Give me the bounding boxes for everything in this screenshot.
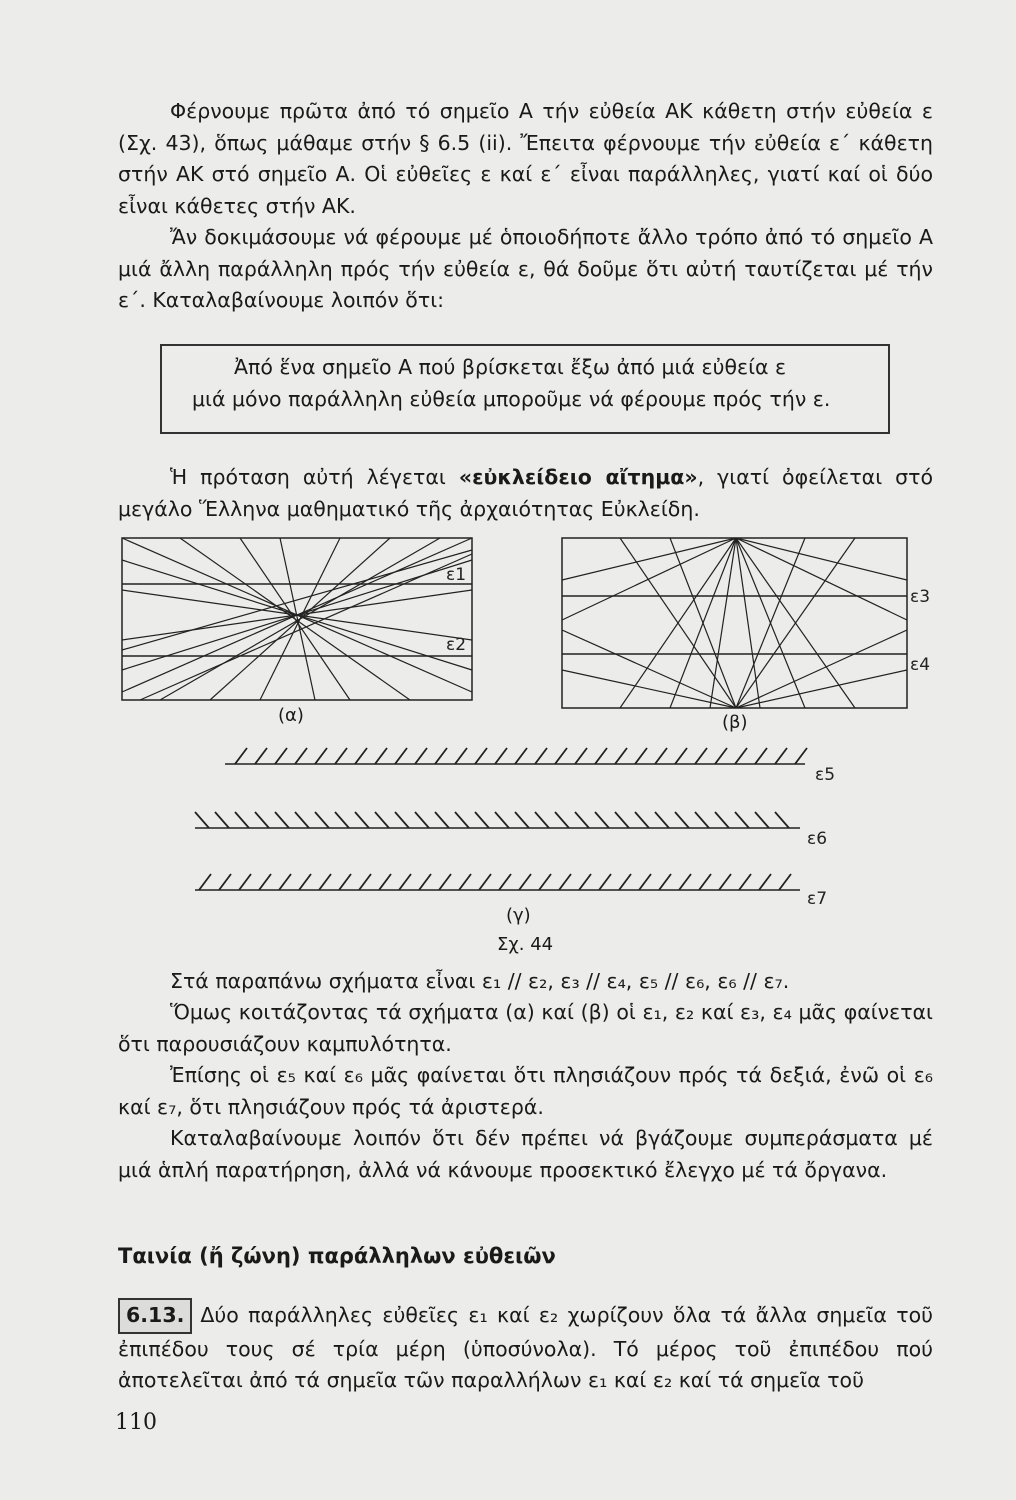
figure-c-row-e6 <box>195 812 800 828</box>
page-number: 110 <box>115 1410 157 1435</box>
intro-paragraph-1: Φέρνουμε πρῶτα ἀπό τό σημεῖο Α τήν εὐθεία ΑΚ κάθετη στήν εὐθεία ε (Σχ. 43), ὅπως μάθαμε στήν § 6.5 (ii). Ἔπειτα φέρνουμε τήν εὐθεία ε΄ κάθετη στήν ΑΚ στό σημεῖο Α. Οἱ εὐθεῖες ε καί ε΄ εἶναι παράλληλες, γιατί καί οἱ δύο εἶναι κάθετες στήν ΑΚ. <box>118 99 933 218</box>
label-e1: ε1 <box>446 565 467 585</box>
figure-b <box>560 530 940 715</box>
label-e4: ε4 <box>910 655 931 675</box>
body-paragraph-4: Ὅμως κοιτάζοντας τά σχήματα (α) καί (β) οἱ ε₁, ε₂ καί ε₃, ε₄ μᾶς φαίνεται ὅτι παρουσιάζουν καμπυλότητα. <box>118 1000 933 1056</box>
euclid-text-before: Ἡ πρόταση αὐτή λέγεται <box>170 465 459 489</box>
section-paragraph <box>118 1298 933 1397</box>
label-e3: ε3 <box>910 587 931 607</box>
figure-c-row-e7 <box>195 874 800 890</box>
label-e6: ε6 <box>807 829 828 849</box>
figure-b-top-fan <box>562 538 907 708</box>
section-number-box: 6.13. <box>118 1298 192 1334</box>
label-e5: ε5 <box>815 765 836 785</box>
figure-c-label: (γ) <box>506 905 531 926</box>
label-e7: ε7 <box>807 889 828 909</box>
euclid-paragraph <box>118 462 933 525</box>
intro-paragraph-2: Ἄν δοκιμάσουμε νά φέρουμε μέ ὁποιοδήποτε ἄλλο τρόπο ἀπό τό σημεῖο Α μιά ἄλλη παράλληλη πρός τήν εὐθεία ε, θά δοῦμε ὅτι αὐτή ταυτίζεται μέ τήν ε΄. Καταλαβαίνουμε λοιπόν ὅτι: <box>118 225 933 312</box>
body-paragraph-5: Ἐπίσης οἱ ε₅ καί ε₆ μᾶς φαίνεται ὅτι πλησιάζουν πρός τά δεξιά, ἐνῶ οἱ ε₆ καί ε₇, ὅτι πλησιάζουν πρός τά ἀριστερά. <box>118 1063 933 1119</box>
figure-b-label: (β) <box>722 712 748 733</box>
figure-b-frame <box>562 538 907 708</box>
figure-c <box>185 740 845 920</box>
figure-caption: Σχ. 44 <box>497 934 554 955</box>
figure-a-label: (α) <box>278 705 304 726</box>
figure-c-row-e5 <box>225 748 807 764</box>
figure-a <box>120 530 480 705</box>
body-paragraph-3: Στά παραπάνω σχήματα εἶναι ε₁ // ε₂, ε₃ // ε₄, ε₅ // ε₆, ε₆ // ε₇. <box>170 969 790 993</box>
euclid-rule-box <box>160 344 890 434</box>
rule-line-2: μιά μόνο παράλληλη εὐθεία μποροῦμε νά φέρουμε πρός τήν ε. <box>192 386 831 411</box>
euclid-text-after: , γιατί ὀφείλεται στό μεγάλο Ἕλληνα μαθηματικό τῆς ἀρχαιότητας Εὐκλείδη. <box>118 465 934 521</box>
rule-line-1: Ἀπό ἕνα σημεῖο Α πού βρίσκεται ἔξω ἀπό μιά εὐθεία ε <box>234 355 787 379</box>
figure-a-ray-bundle <box>122 538 472 700</box>
label-e2: ε2 <box>446 635 467 655</box>
figure-b-bottom-fan <box>562 538 907 708</box>
section-text: Δύο παράλληλες εὐθεῖες ε₁ καί ε₂ χωρίζουν ὅλα τά ἄλλα σημεῖα τοῦ ἐπιπέδου τους σέ τρία μέρη (ὑποσύνολα). Τό μέρος τοῦ ἐπιπέδου πού ἀποτελεῖται ἀπό τά σημεῖα τῶν παραλλήλων ε₁ καί ε₂ καί τά σημεῖα τοῦ <box>118 1303 933 1392</box>
section-title: Ταινία (ἤ ζώνη) παράλληλων εὐθειῶν <box>118 1244 556 1268</box>
euclid-postulate-term: «εὐκλείδειο αἴτημα» <box>458 465 698 489</box>
body-paragraph-6: Καταλαβαίνουμε λοιπόν ὅτι δέν πρέπει νά βγάζουμε συμπεράσματα μέ μιά ἁπλή παρατήρηση, ἀλλά νά κάνουμε προσεκτικό ἔλεγχο μέ τά ὄργανα. <box>118 1126 933 1182</box>
